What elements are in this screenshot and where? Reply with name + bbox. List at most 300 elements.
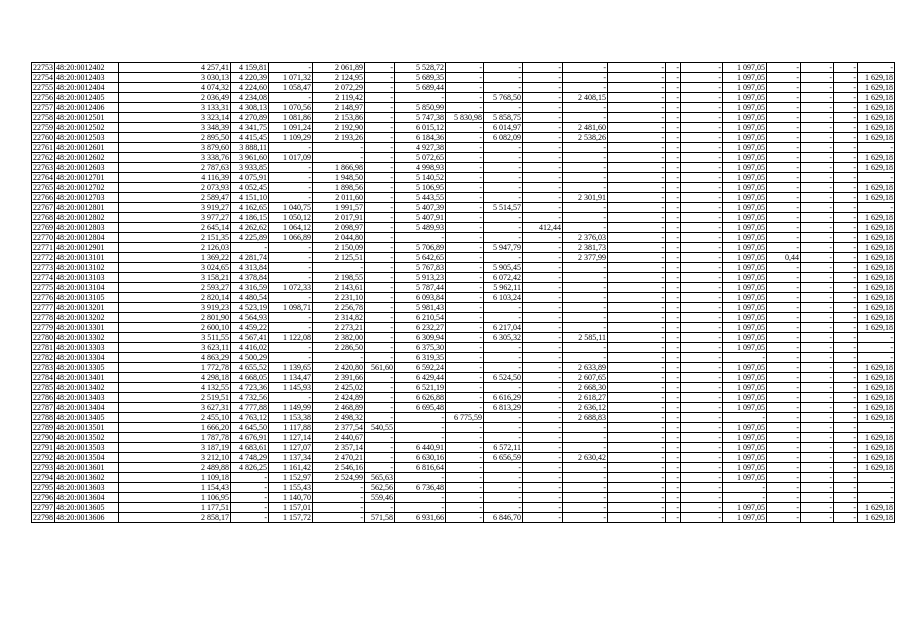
value-cell: - (563, 83, 608, 93)
value-cell: - (484, 233, 523, 243)
value-cell: 2 150,09 (313, 243, 365, 253)
cadastral-number-cell: 48:20:0013403 (55, 393, 119, 403)
value-cell: - (365, 243, 395, 253)
value-cell: - (608, 113, 666, 123)
value-cell: - (767, 363, 801, 373)
value-cell: - (484, 353, 523, 363)
value-cell: - (563, 443, 608, 453)
value-cell: - (666, 73, 681, 83)
value-cell: 4 416,02 (231, 343, 269, 353)
value-cell: - (681, 403, 723, 413)
value-cell: 4 777,88 (231, 403, 269, 413)
cadastral-number-cell: 48:20:0012404 (55, 83, 119, 93)
value-cell: 6 931,66 (395, 513, 446, 523)
value-cell: 1 097,05 (723, 243, 767, 253)
value-cell: 1 629,18 (858, 323, 895, 333)
value-cell: - (681, 213, 723, 223)
value-cell: - (801, 243, 834, 253)
value-cell: - (446, 483, 484, 493)
value-cell: - (681, 443, 723, 453)
value-cell: - (801, 413, 834, 423)
value-cell: - (666, 383, 681, 393)
value-cell: 6 572,11 (484, 443, 523, 453)
value-cell: - (767, 213, 801, 223)
value-cell: 4 151,10 (231, 193, 269, 203)
value-cell: 540,55 (365, 423, 395, 433)
value-cell: 1 772,78 (119, 363, 231, 373)
value-cell: - (723, 413, 767, 423)
value-cell: - (523, 183, 563, 193)
value-cell: 1 629,18 (858, 513, 895, 523)
cadastral-number-cell: 48:20:0013503 (55, 443, 119, 453)
value-cell: - (231, 483, 269, 493)
value-cell: 2 440,67 (313, 433, 365, 443)
value-cell: - (801, 463, 834, 473)
value-cell: - (523, 133, 563, 143)
value-cell: 1 058,47 (269, 83, 313, 93)
value-cell: - (801, 333, 834, 343)
value-cell: 2 376,03 (563, 233, 608, 243)
value-cell: - (767, 93, 801, 103)
value-cell: 1 629,18 (858, 403, 895, 413)
value-cell: 2 645,14 (119, 223, 231, 233)
value-cell: - (608, 393, 666, 403)
value-cell: - (666, 223, 681, 233)
value-cell: - (666, 393, 681, 403)
value-cell: - (523, 473, 563, 483)
value-cell: 4 732,56 (231, 393, 269, 403)
value-cell: - (801, 163, 834, 173)
value-cell: 1 097,05 (723, 343, 767, 353)
value-cell: 4 116,39 (119, 173, 231, 183)
value-cell: 1 097,05 (723, 143, 767, 153)
value-cell: 1 097,05 (723, 193, 767, 203)
value-cell: - (834, 393, 858, 403)
value-cell: - (834, 143, 858, 153)
value-cell: - (681, 383, 723, 393)
value-cell: - (608, 103, 666, 113)
value-cell: - (767, 303, 801, 313)
value-cell: 2 489,88 (119, 463, 231, 473)
value-cell: - (834, 283, 858, 293)
value-cell: - (767, 423, 801, 433)
table-row (32, 473, 895, 483)
value-cell: - (834, 343, 858, 353)
value-cell: - (446, 283, 484, 293)
value-cell: - (681, 333, 723, 343)
value-cell: - (666, 513, 681, 523)
value-cell: 6 846,70 (484, 513, 523, 523)
value-cell: 1 106,95 (119, 493, 231, 503)
table-row (32, 433, 895, 443)
value-cell: - (681, 183, 723, 193)
value-cell: 4 655,52 (231, 363, 269, 373)
value-cell: 5 858,75 (484, 113, 523, 123)
value-cell: - (446, 123, 484, 133)
value-cell: - (801, 63, 834, 73)
value-cell: - (723, 483, 767, 493)
value-cell: 2 895,50 (119, 133, 231, 143)
value-cell: - (523, 263, 563, 273)
value-cell: 0,44 (767, 253, 801, 263)
value-cell: - (563, 153, 608, 163)
value-cell: 2 377,99 (563, 253, 608, 263)
value-cell: 1 134,47 (269, 373, 313, 383)
value-cell: - (523, 513, 563, 523)
value-cell: 1 081,86 (269, 113, 313, 123)
value-cell: - (666, 83, 681, 93)
row-index-cell: 22773 (33, 262, 53, 272)
value-cell: 6 210,54 (395, 313, 446, 323)
table-row (32, 383, 895, 393)
value-cell: - (681, 243, 723, 253)
value-cell: - (681, 493, 723, 503)
value-cell: - (608, 233, 666, 243)
table-row (32, 123, 895, 133)
value-cell: 6 695,48 (395, 403, 446, 413)
cadastral-number-cell: 48:20:0012406 (55, 103, 119, 113)
value-cell: - (608, 363, 666, 373)
value-cell: - (681, 173, 723, 183)
value-cell: - (608, 373, 666, 383)
value-cell: - (446, 103, 484, 113)
value-cell: - (666, 103, 681, 113)
value-cell: - (608, 323, 666, 333)
table-row (32, 253, 895, 263)
table-row (32, 423, 895, 433)
value-cell: - (834, 443, 858, 453)
value-cell: - (365, 263, 395, 273)
value-cell: 6 305,32 (484, 333, 523, 343)
value-cell: - (608, 503, 666, 513)
value-cell: - (365, 503, 395, 513)
value-cell: - (834, 153, 858, 163)
value-cell: 1 127,14 (269, 433, 313, 443)
value-cell: - (834, 513, 858, 523)
value-cell: - (608, 473, 666, 483)
value-cell: - (834, 323, 858, 333)
value-cell: - (395, 503, 446, 513)
value-cell: - (523, 163, 563, 173)
value-cell: - (365, 283, 395, 293)
value-cell: - (767, 413, 801, 423)
value-cell: - (523, 333, 563, 343)
value-cell: 2 425,02 (313, 383, 365, 393)
row-index-cell: 22797 (33, 502, 53, 512)
value-cell: - (446, 263, 484, 273)
table-row (32, 133, 895, 143)
value-cell: 1 097,05 (723, 113, 767, 123)
value-cell: - (608, 463, 666, 473)
value-cell: 2 688,83 (563, 413, 608, 423)
value-cell: - (681, 503, 723, 513)
value-cell: 6 072,42 (484, 273, 523, 283)
value-cell: 5 689,35 (395, 73, 446, 83)
value-cell: 1 629,18 (858, 213, 895, 223)
value-cell: - (446, 133, 484, 143)
value-cell: - (484, 193, 523, 203)
value-cell: - (681, 153, 723, 163)
value-cell: 2 820,14 (119, 293, 231, 303)
value-cell: - (608, 493, 666, 503)
value-cell: 6 524,50 (484, 373, 523, 383)
value-cell: - (484, 83, 523, 93)
value-cell: 2 787,63 (119, 163, 231, 173)
value-cell: 1 629,18 (858, 293, 895, 303)
value-cell: - (523, 283, 563, 293)
value-cell: - (523, 453, 563, 463)
value-cell: - (801, 103, 834, 113)
value-cell: 5 981,43 (395, 303, 446, 313)
value-cell: - (269, 273, 313, 283)
value-cell: - (801, 123, 834, 133)
value-cell: - (834, 273, 858, 283)
value-cell: - (365, 433, 395, 443)
value-cell: - (563, 323, 608, 333)
value-cell: - (666, 253, 681, 263)
value-cell: - (563, 303, 608, 313)
table-row (32, 373, 895, 383)
value-cell: - (313, 153, 365, 163)
value-cell: - (666, 123, 681, 133)
value-cell: 4 683,61 (231, 443, 269, 453)
row-index-cell: 22765 (33, 182, 53, 192)
table-row (32, 363, 895, 373)
value-cell: - (834, 473, 858, 483)
value-cell: 4 262,62 (231, 223, 269, 233)
table-row (32, 313, 895, 323)
value-cell: - (666, 233, 681, 243)
table-row (32, 403, 895, 413)
value-cell: - (563, 283, 608, 293)
value-cell: - (395, 413, 446, 423)
value-cell: - (523, 443, 563, 453)
table-row (32, 173, 895, 183)
value-cell: 2 148,97 (313, 103, 365, 113)
value-cell: - (681, 303, 723, 313)
value-cell: 571,58 (365, 513, 395, 523)
value-cell: - (666, 163, 681, 173)
value-cell: - (801, 433, 834, 443)
value-cell: 1 629,18 (858, 463, 895, 473)
value-cell: - (681, 113, 723, 123)
value-cell: - (523, 173, 563, 183)
row-index-cell: 22771 (33, 242, 53, 252)
row-index-cell: 22754 (33, 72, 53, 82)
value-cell: 1 629,18 (858, 193, 895, 203)
value-cell: 1 629,18 (858, 153, 895, 163)
value-cell: - (681, 513, 723, 523)
value-cell: 2 538,26 (563, 133, 608, 143)
value-cell: - (681, 223, 723, 233)
value-cell: - (681, 363, 723, 373)
value-cell: - (365, 143, 395, 153)
value-cell: - (834, 123, 858, 133)
table-row (32, 393, 895, 403)
value-cell: - (834, 173, 858, 183)
value-cell: - (666, 93, 681, 103)
value-cell: - (563, 263, 608, 273)
row-index-cell: 22757 (33, 102, 53, 112)
value-cell: 4 676,91 (231, 433, 269, 443)
value-cell: 2 286,50 (313, 343, 365, 353)
value-cell: - (446, 333, 484, 343)
value-cell: 5 407,39 (395, 203, 446, 213)
value-cell: 1 149,99 (269, 403, 313, 413)
value-cell: 2 546,16 (313, 463, 365, 473)
cadastral-number-cell: 48:20:0012602 (55, 153, 119, 163)
row-index-cell: 22794 (33, 472, 53, 482)
value-cell: 4 523,19 (231, 303, 269, 313)
value-cell: - (801, 113, 834, 123)
value-cell: - (834, 463, 858, 473)
value-cell: - (446, 473, 484, 483)
value-cell: - (858, 63, 895, 73)
value-cell: - (666, 353, 681, 363)
value-cell: - (608, 173, 666, 183)
value-cell: 1 017,09 (269, 153, 313, 163)
row-index-cell: 22791 (33, 442, 53, 452)
cadastral-number-cell: 48:20:0013105 (55, 293, 119, 303)
cadastral-number-cell: 48:20:0013502 (55, 433, 119, 443)
value-cell: 1 097,05 (723, 433, 767, 443)
value-cell: - (446, 213, 484, 223)
value-cell: - (767, 223, 801, 233)
value-cell: - (801, 363, 834, 373)
value-cell: 1 157,01 (269, 503, 313, 513)
value-cell: - (231, 473, 269, 483)
value-cell: - (801, 303, 834, 313)
value-cell: 1 109,29 (269, 133, 313, 143)
value-cell: 6 014,97 (484, 123, 523, 133)
value-cell: - (608, 383, 666, 393)
value-cell: - (681, 83, 723, 93)
row-index-cell: 22789 (33, 422, 53, 432)
value-cell: - (681, 483, 723, 493)
value-cell: - (767, 313, 801, 323)
value-cell: - (365, 383, 395, 393)
value-cell: - (446, 393, 484, 403)
value-cell: 1 629,18 (858, 443, 895, 453)
value-cell: - (666, 373, 681, 383)
value-cell: - (365, 223, 395, 233)
value-cell: - (484, 183, 523, 193)
value-cell: 4 257,41 (119, 63, 231, 73)
value-cell: - (484, 213, 523, 223)
value-cell: - (446, 183, 484, 193)
value-cell: - (563, 343, 608, 353)
value-cell: - (801, 343, 834, 353)
value-cell: - (523, 93, 563, 103)
value-cell: 4 723,36 (231, 383, 269, 393)
value-cell: - (834, 423, 858, 433)
row-index-cell: 22759 (33, 122, 53, 132)
value-cell: - (801, 423, 834, 433)
value-cell: 2 633,89 (563, 363, 608, 373)
value-cell: 1 140,70 (269, 493, 313, 503)
cadastral-number-cell: 48:20:0013504 (55, 453, 119, 463)
value-cell: 2 470,21 (313, 453, 365, 463)
value-cell: - (484, 143, 523, 153)
value-cell: - (767, 403, 801, 413)
value-cell: 6 592,24 (395, 363, 446, 373)
value-cell: - (834, 193, 858, 203)
value-cell: 2 636,12 (563, 403, 608, 413)
value-cell: 1 369,22 (119, 253, 231, 263)
value-cell: 2 153,86 (313, 113, 365, 123)
value-cell: - (608, 263, 666, 273)
value-cell: - (858, 173, 895, 183)
table-row (32, 73, 895, 83)
value-cell: - (365, 73, 395, 83)
value-cell: - (681, 253, 723, 263)
value-cell: - (834, 133, 858, 143)
value-cell: - (666, 503, 681, 513)
value-cell: 2 119,42 (313, 93, 365, 103)
value-cell: - (801, 183, 834, 193)
value-cell: - (767, 463, 801, 473)
value-cell: - (666, 213, 681, 223)
value-cell: 6 775,59 (446, 413, 484, 423)
value-cell: 4 567,41 (231, 333, 269, 343)
value-cell: - (484, 433, 523, 443)
value-cell: - (666, 463, 681, 473)
row-index-cell: 22764 (33, 172, 53, 182)
cadastral-number-cell: 48:20:0013401 (55, 373, 119, 383)
cadastral-number-cell: 48:20:0013605 (55, 503, 119, 513)
value-cell: - (801, 73, 834, 83)
value-cell: - (446, 513, 484, 523)
row-index-cell: 22761 (33, 142, 53, 152)
value-cell: - (801, 353, 834, 363)
value-cell: 1 097,05 (723, 133, 767, 143)
value-cell: - (767, 453, 801, 463)
value-cell: 2 073,93 (119, 183, 231, 193)
value-cell: 5 642,65 (395, 253, 446, 263)
table-row (32, 303, 895, 313)
value-cell: - (563, 513, 608, 523)
value-cell: 1 629,18 (858, 453, 895, 463)
value-cell: - (365, 213, 395, 223)
row-index-cell: 22792 (33, 452, 53, 462)
value-cell: - (365, 103, 395, 113)
value-cell: - (834, 433, 858, 443)
value-cell: - (563, 473, 608, 483)
value-cell: 1 948,50 (313, 173, 365, 183)
value-cell: 1 629,18 (858, 373, 895, 383)
value-cell: - (767, 263, 801, 273)
row-index-cell: 22758 (33, 112, 53, 122)
value-cell: 3 158,21 (119, 273, 231, 283)
value-cell: - (395, 93, 446, 103)
cadastral-number-cell: 48:20:0013402 (55, 383, 119, 393)
row-index-cell: 22776 (33, 292, 53, 302)
value-cell: - (523, 323, 563, 333)
value-cell: 1 109,18 (119, 473, 231, 483)
value-cell: - (523, 203, 563, 213)
value-cell: 1 071,32 (269, 73, 313, 83)
value-cell: - (767, 63, 801, 73)
value-cell: 2 498,32 (313, 413, 365, 423)
value-cell: 1 097,05 (723, 293, 767, 303)
value-cell: - (269, 343, 313, 353)
value-cell: - (608, 443, 666, 453)
value-cell: - (484, 173, 523, 183)
value-cell: - (484, 303, 523, 313)
value-cell: 5 689,44 (395, 83, 446, 93)
value-cell: 6 015,12 (395, 123, 446, 133)
value-cell: - (801, 263, 834, 273)
